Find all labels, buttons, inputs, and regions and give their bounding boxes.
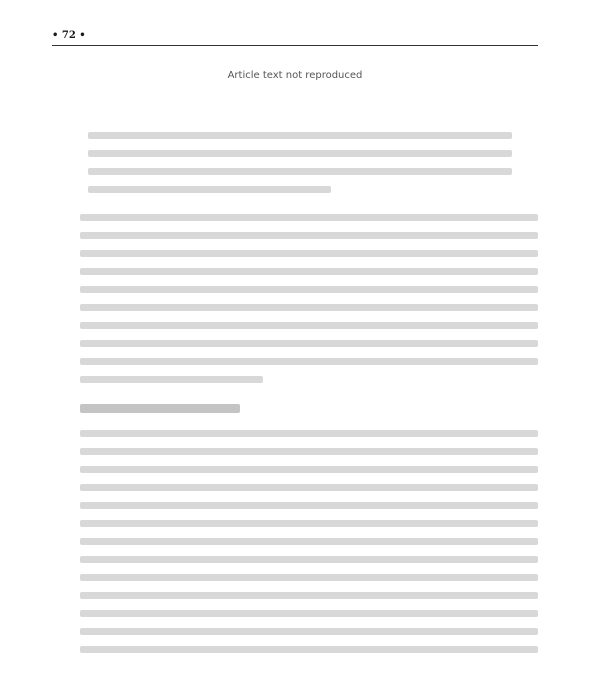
text-line <box>80 286 538 293</box>
section-heading <box>80 404 538 424</box>
text-line <box>80 232 538 239</box>
text-line <box>80 304 538 311</box>
text-line <box>80 520 538 527</box>
text-line <box>80 430 538 437</box>
text-line <box>80 322 538 329</box>
text-line <box>80 628 538 635</box>
abstract-block <box>88 132 530 204</box>
text-line <box>80 592 538 599</box>
intro-paragraph <box>80 214 538 394</box>
text-line <box>80 340 538 347</box>
text-line <box>80 502 538 509</box>
text-line <box>80 376 263 383</box>
text-line <box>80 556 538 563</box>
text-line <box>80 574 538 581</box>
abstract-line <box>88 132 512 139</box>
abstract-line <box>88 168 512 175</box>
text-line <box>80 448 538 455</box>
header-rule <box>52 45 538 46</box>
abstract-line <box>88 186 331 193</box>
text-line <box>80 646 538 653</box>
page-number: • 72 • <box>52 30 86 41</box>
page-header <box>52 28 538 44</box>
text-line <box>80 358 538 365</box>
section-body <box>80 430 538 664</box>
text-line <box>80 538 538 545</box>
text-line <box>80 214 538 221</box>
abstract-line <box>88 150 512 157</box>
text-line <box>80 268 538 275</box>
text-line <box>80 484 538 491</box>
text-line <box>80 250 538 257</box>
content-notice: Article text not reproduced <box>227 70 363 81</box>
text-line <box>80 466 538 473</box>
text-line <box>80 610 538 617</box>
heading-line <box>80 404 240 413</box>
